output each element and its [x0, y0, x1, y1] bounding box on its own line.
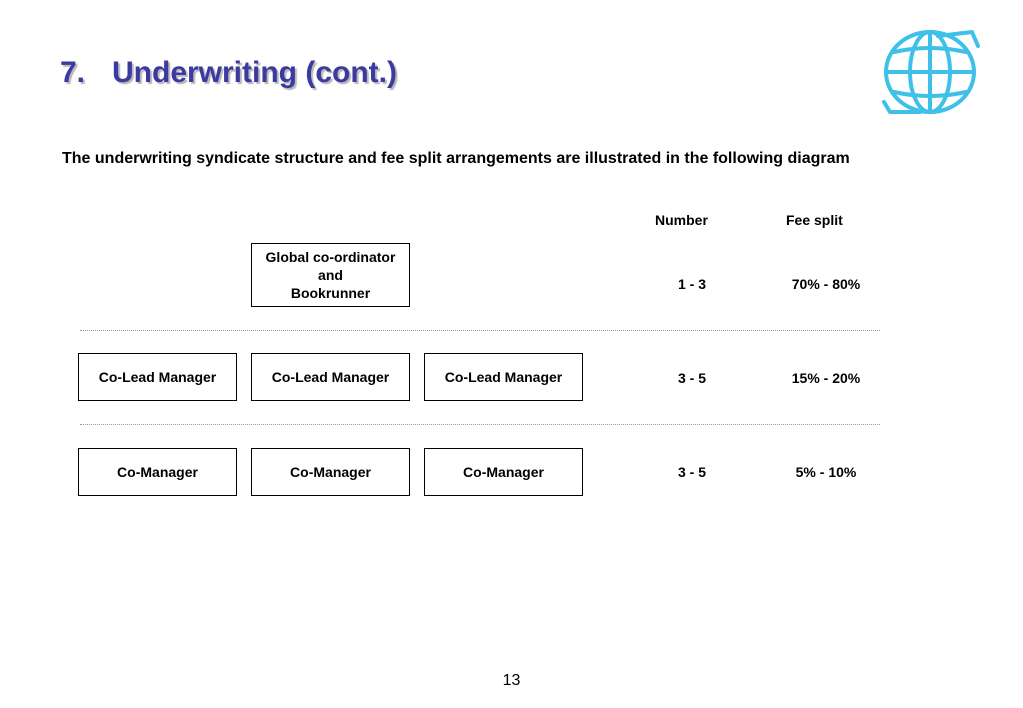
- row-number-global-coordinator: 1 - 3: [677, 276, 707, 292]
- row-fee-split-co-manager: 5% - 10%: [795, 464, 857, 480]
- section-title: Underwriting (cont.): [112, 56, 397, 89]
- row-number-co-manager: 3 - 5: [677, 464, 707, 480]
- co-lead-manager-box: Co-Lead Manager: [424, 353, 583, 401]
- row-number-co-lead-manager: 3 - 5: [677, 370, 707, 386]
- co-manager-box: Co-Manager: [424, 448, 583, 496]
- co-manager-box: Co-Manager: [251, 448, 410, 496]
- globe-icon: [880, 24, 982, 116]
- page-number: 13: [502, 672, 521, 689]
- box-line: Bookrunner: [290, 285, 371, 301]
- section-number: 7.: [60, 56, 86, 89]
- co-lead-manager-box: Co-Lead Manager: [78, 353, 237, 401]
- row-separator: [80, 330, 880, 331]
- page-title: [60, 56, 397, 90]
- row-separator: [80, 424, 880, 425]
- column-header-number: Number: [655, 212, 708, 228]
- global-coordinator-box: [251, 243, 410, 307]
- diagram-description: The underwriting syndicate structure and fee split arrangements are illustrated in the following diagram: [62, 150, 850, 167]
- box-line: Global co-ordinator: [265, 249, 396, 265]
- co-lead-manager-box: Co-Lead Manager: [251, 353, 410, 401]
- row-fee-split-co-lead-manager: 15% - 20%: [791, 370, 861, 386]
- co-manager-box: Co-Manager: [78, 448, 237, 496]
- box-line: and: [318, 267, 343, 283]
- row-fee-split-global-coordinator: 70% - 80%: [791, 276, 861, 292]
- column-header-fee-split: Fee split: [786, 212, 843, 228]
